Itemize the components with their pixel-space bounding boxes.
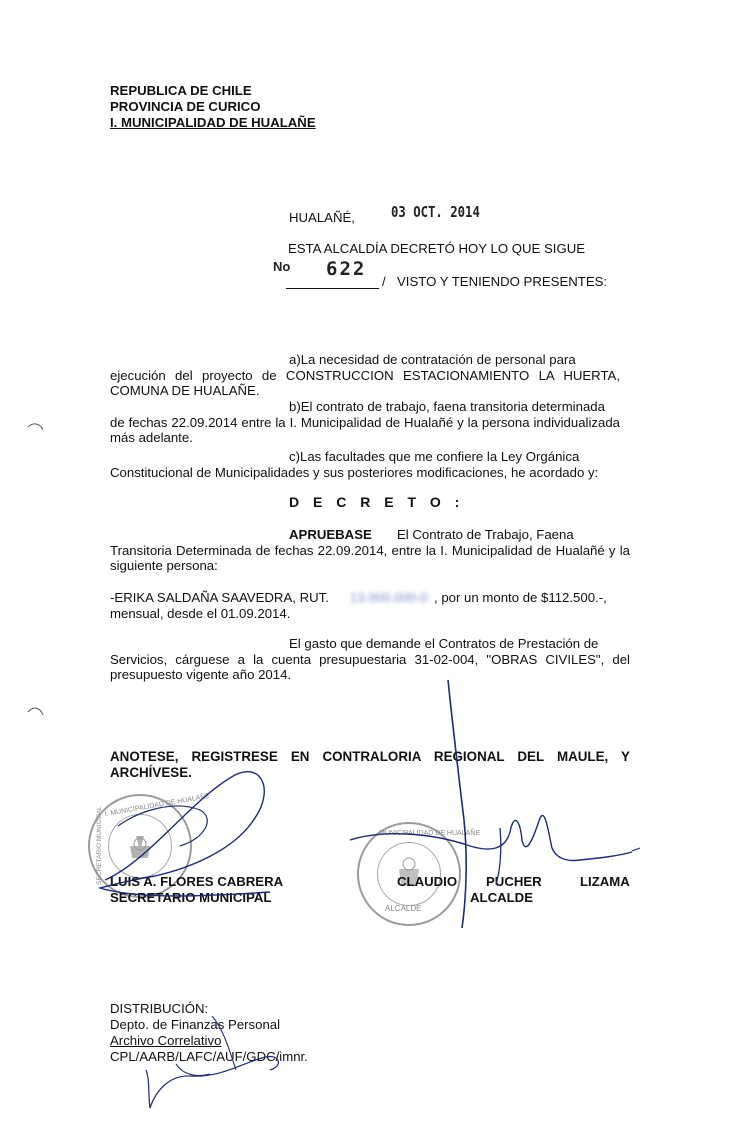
mayor-name-third: LIZAMA (580, 874, 630, 889)
resolution-first: El Contrato de Trabajo, Faena (397, 527, 574, 542)
decree-number-prefix: No (273, 259, 291, 274)
consideration-c-first: c)Las facultades que me confiere la Ley Orgánica (289, 449, 580, 464)
decree-number-line (286, 288, 379, 289)
expense-first: El gasto que demande el Contratos de Prestación de (289, 636, 599, 651)
header-municipality: I. MUNICIPALIDAD DE HUALAÑE (110, 115, 316, 130)
consideration-b-rest: de fechas 22.09.2014 entre la I. Municipalidad de Hualañé y la persona individualizada más adelante. (110, 415, 620, 446)
distribution-line-3: CPL/AARB/LAFC/AUF/GDC/imnr. (110, 1049, 308, 1064)
person-amount: , por un monto de $112.500.-, (434, 590, 607, 605)
header-province: PROVINCIA DE CURICO (110, 99, 261, 114)
visto-text: VISTO Y TENIENDO PRESENTES: (397, 274, 608, 289)
distribution-line-2: Archivo Correlativo (110, 1033, 222, 1048)
consideration-c-rest: Constitucional de Municipalidades y sus posteriores modificaciones, he acordado y: (110, 465, 599, 480)
left-seal-side-text: SECRETARIO MUNICIPAL (95, 806, 103, 885)
secretary-title: SECRETARIO MUNICIPAL (110, 890, 272, 905)
resolution-keyword: APRUEBASE (289, 527, 372, 542)
distribution-title: DISTRIBUCIÓN: (110, 1001, 209, 1016)
consideration-a-rest: ejecución del proyecto de CONSTRUCCION ESTACIONAMIENTO LA HUERTA, COMUNA DE HUALAÑE. (110, 368, 620, 399)
right-seal-text: MUNICIPALIDAD DE HUALAÑE (379, 830, 481, 837)
left-seal-text: I. MUNICIPALIDAD DE HUALAÑE (104, 792, 211, 819)
consideration-a-first: a)La necesidad de contratación de personal para (289, 352, 576, 367)
decree-number: 622 (326, 258, 367, 280)
header-republic: REPUBLICA DE CHILE (110, 83, 252, 98)
person-rut-redacted: 13.000.000-0 (350, 590, 428, 605)
place-label: HUALAÑÉ, (289, 210, 355, 225)
decree-intro: ESTA ALCALDÍA DECRETÓ HOY LO QUE SIGUE (288, 241, 586, 256)
decreto-title: D E C R E T O : (289, 494, 465, 510)
secretary-name: LUIS A. FLORES CABRERA (110, 874, 284, 889)
person-period: mensual, desde el 01.09.2014. (110, 606, 291, 621)
decree-slash: / (382, 274, 386, 289)
closing-statement: ANOTESE, REGISTRESE EN CONTRALORIA REGIONAL DEL MAULE, Y ARCHÍVESE. (110, 749, 630, 780)
mayor-name-first: CLAUDIO (397, 874, 458, 889)
person-name: -ERIKA SALDAÑA SAAVEDRA, RUT. (110, 590, 329, 605)
distribution-line-1: Depto. de Finanzas Personal (110, 1017, 281, 1032)
consideration-b-first: b)El contrato de trabajo, faena transitoria determinada (289, 399, 605, 414)
right-seal-bottom-text: ALCALDE (385, 904, 422, 913)
mayor-title: ALCALDE (470, 890, 534, 905)
resolution-rest: Transitoria Determinada de fechas 22.09.2014, entre la I. Municipalidad de Hualañé y la siguiente persona: (110, 543, 630, 574)
expense-rest: Servicios, cárguese a la cuenta presupuestaria 31-02-004, "OBRAS CIVILES", del presupuesto vigente año 2014. (110, 652, 630, 683)
mayor-name-second: PUCHER (486, 874, 542, 889)
date-stamp: 03 OCT. 2014 (391, 203, 480, 221)
